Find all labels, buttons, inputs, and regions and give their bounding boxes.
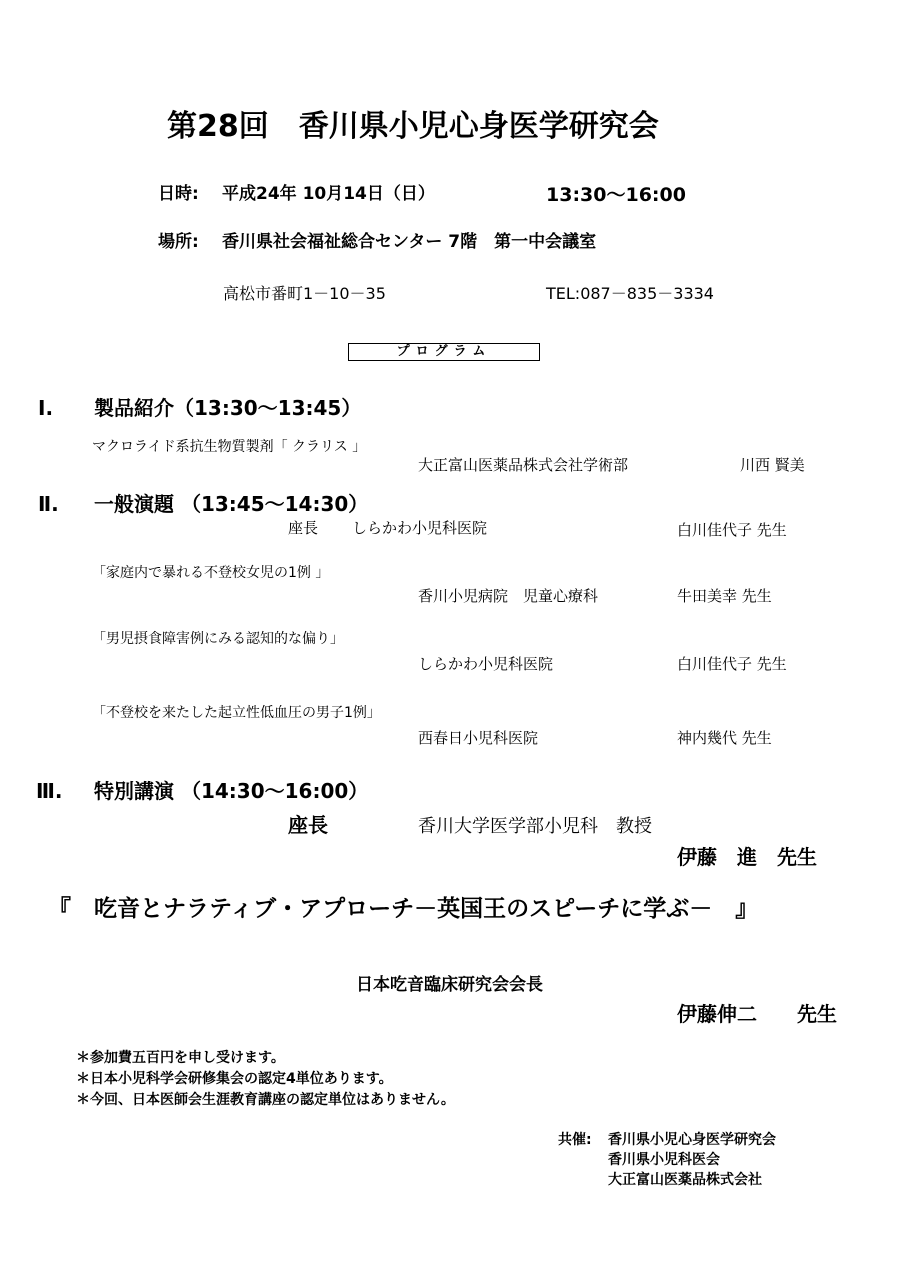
datetime-label: 日時: bbox=[158, 184, 199, 204]
section-3-title: 特別講演 （14:30〜16:00） bbox=[94, 779, 369, 803]
talk-2-person: 白川佳代子 先生 bbox=[677, 655, 787, 673]
venue-address: 高松市番町1－10－35 bbox=[223, 284, 386, 303]
section-2-number: Ⅱ. bbox=[38, 492, 59, 516]
speaker-person: 伊藤伸二 先生 bbox=[677, 1002, 837, 1026]
talk-2-title: 「男児摂食障害例にみる認知的な偏り」 bbox=[92, 631, 344, 647]
note-1: ＊参加費五百円を申し受けます。 bbox=[76, 1050, 285, 1066]
section-1-org: 大正富山医薬品株式会社学術部 bbox=[418, 456, 629, 474]
page-title: 第28回 香川県小児心身医学研究会 bbox=[167, 109, 659, 144]
program-heading: プログラム bbox=[348, 343, 540, 361]
section-1-person: 川西 賢美 bbox=[740, 456, 805, 474]
section-1-number: Ⅰ. bbox=[38, 396, 54, 420]
lecture-title: 『 吃音とナラティブ・アプローチ－英国王のスピーチに学ぶ－ 』 bbox=[48, 896, 759, 922]
section-3-number: Ⅲ. bbox=[36, 779, 63, 803]
section-2-chair-org: しらかわ小児科医院 bbox=[352, 519, 488, 537]
talk-1-org: 香川小児病院 児童心療科 bbox=[418, 587, 599, 605]
section-2-title: 一般演題 （13:45〜14:30） bbox=[94, 492, 369, 516]
sponsor-3: 大正富山医薬品株式会社 bbox=[608, 1172, 762, 1188]
sponsor-2: 香川県小児科医会 bbox=[608, 1152, 720, 1168]
talk-2-org: しらかわ小児科医院 bbox=[418, 655, 554, 673]
sponsor-1: 香川県小児心身医学研究会 bbox=[608, 1132, 776, 1148]
event-time: 13:30〜16:00 bbox=[546, 184, 686, 206]
section-1-title: 製品紹介（13:30〜13:45） bbox=[94, 396, 362, 420]
section-3-chair-org: 香川大学医学部小児科 教授 bbox=[418, 816, 652, 837]
event-date: 平成24年 10月14日（日） bbox=[222, 184, 435, 204]
section-3-chair-label: 座長 bbox=[288, 813, 328, 837]
talk-1-person: 牛田美幸 先生 bbox=[677, 587, 772, 605]
venue-label: 場所: bbox=[158, 232, 199, 252]
section-1-product: マクロライド系抗生物質製剤「 クラリス 」 bbox=[92, 439, 367, 455]
talk-3-person: 神内幾代 先生 bbox=[677, 729, 772, 747]
note-3: ＊今回、日本医師会生涯教育講座の認定単位はありません。 bbox=[76, 1092, 455, 1108]
section-2-chair-label: 座長 bbox=[288, 519, 319, 537]
talk-1-title: 「家庭内で暴れる不登校女児の1例 」 bbox=[92, 565, 330, 581]
venue-tel: TEL:087－835－3334 bbox=[546, 284, 714, 303]
section-2-chair-person: 白川佳代子 先生 bbox=[677, 521, 787, 539]
venue-name: 香川県社会福祉総合センター 7階 第一中会議室 bbox=[222, 232, 597, 252]
sponsors-label: 共催: bbox=[558, 1132, 592, 1148]
talk-3-org: 西春日小児科医院 bbox=[418, 729, 539, 747]
section-3-chair-person: 伊藤 進 先生 bbox=[677, 845, 817, 869]
note-2: ＊日本小児科学会研修集会の認定4単位あります。 bbox=[76, 1071, 393, 1087]
speaker-org: 日本吃音臨床研究会会長 bbox=[356, 975, 543, 995]
talk-3-title: 「不登校を来たした起立性低血圧の男子1例」 bbox=[92, 705, 381, 721]
